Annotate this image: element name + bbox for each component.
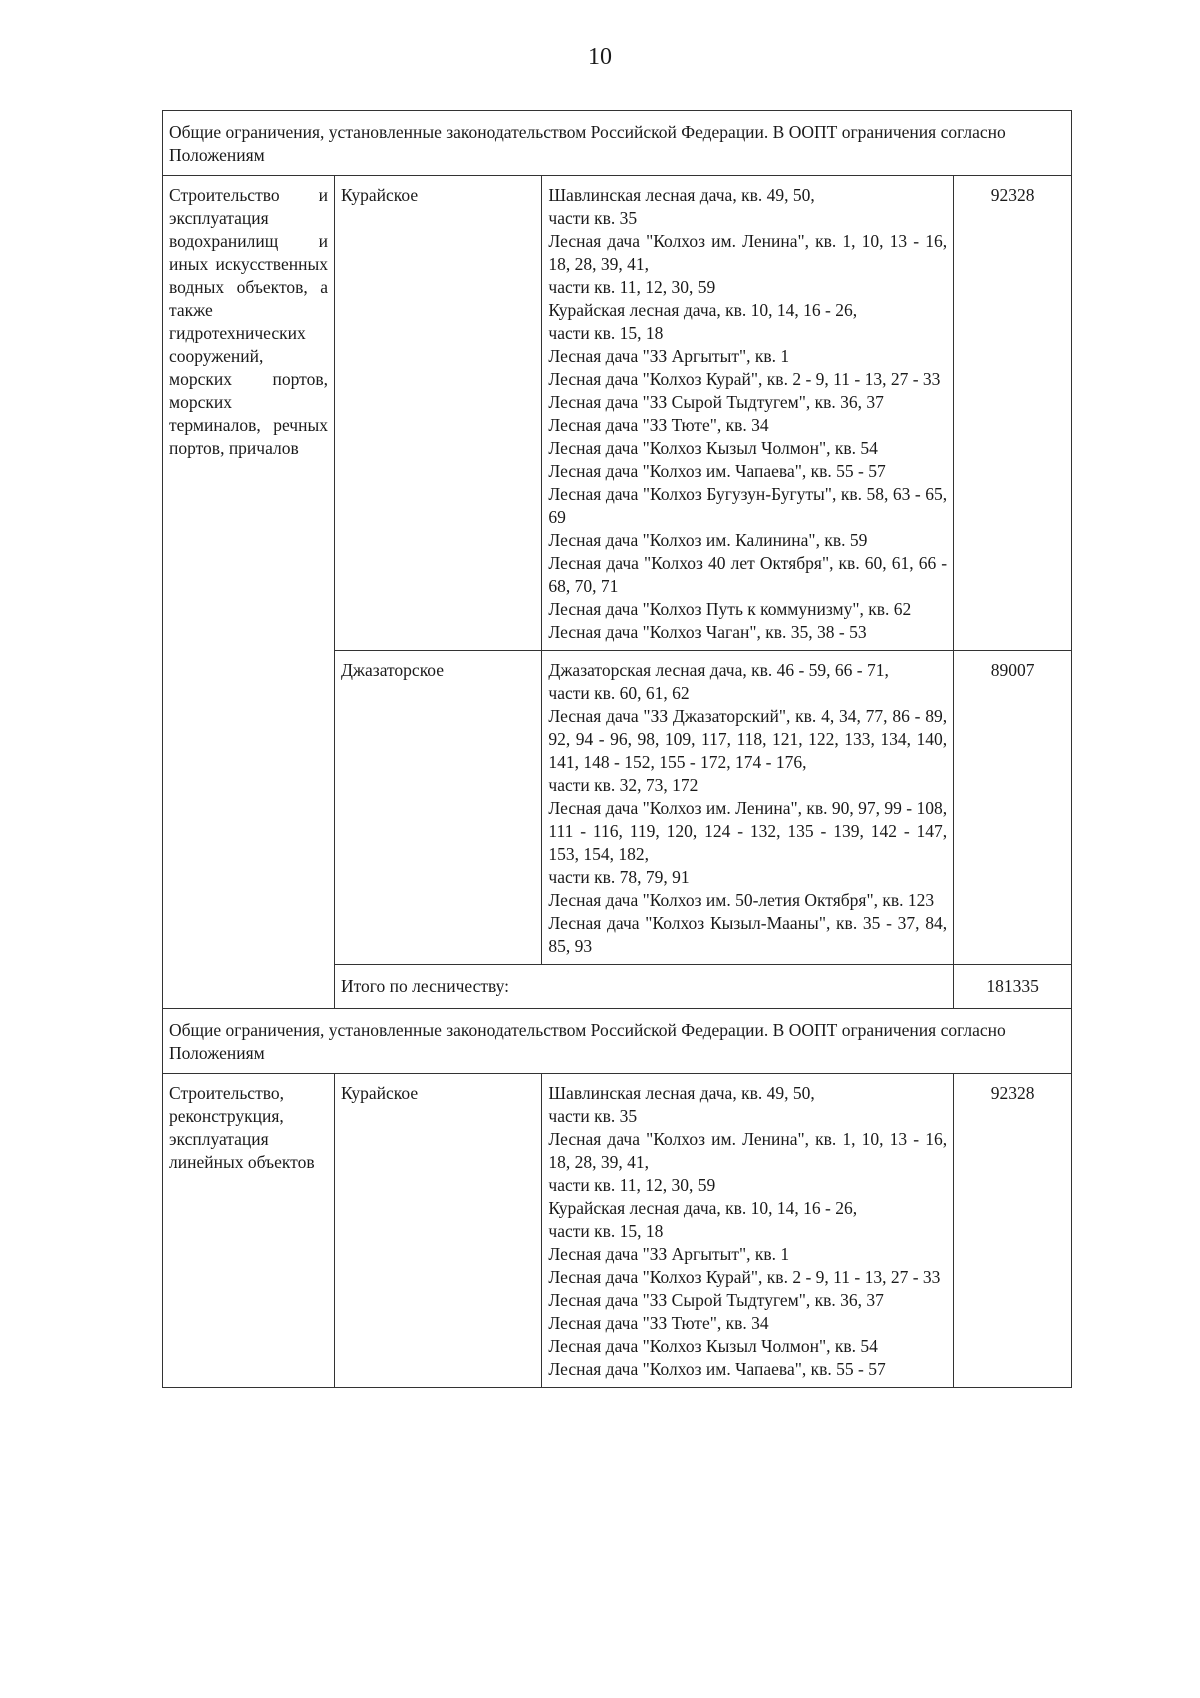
plot-line: Курайская лесная дача, кв. 10, 14, 16 - 26,: [548, 300, 858, 320]
forestry-name: Курайское: [334, 176, 541, 651]
section-note-row: [163, 1009, 1072, 1074]
restrictions-table-wrapper: [162, 110, 1072, 1388]
section-note: Общие ограничения, установленные законодательством Российской Федерации. В ООПТ ограничения согласно Положениям: [163, 111, 1072, 176]
area-value: 92328: [954, 1074, 1072, 1388]
plot-line: Лесная дача "Колхоз 40 лет Октября", кв. 60, 61, 66 - 68, 70, 71: [548, 553, 948, 596]
forestry-name: Курайское: [334, 1074, 541, 1388]
plot-line: Лесная дача "Колхоз Курай", кв. 2 - 9, 11 - 13, 27 - 33: [548, 369, 941, 389]
plot-line: Лесная дача "ЗЗ Тюте", кв. 34: [548, 415, 769, 435]
plot-line: Лесная дача "Колхоз им. 50-летия Октября", кв. 123: [548, 890, 935, 910]
table-row: [163, 176, 1072, 651]
plot-line: Джазаторская лесная дача, кв. 46 - 59, 66 - 71,: [548, 660, 889, 680]
section-note-row: [163, 111, 1072, 176]
plot-line: Шавлинская лесная дача, кв. 49, 50,: [548, 1083, 815, 1103]
area-value: 89007: [954, 651, 1072, 965]
forestry-name: Джазаторское: [334, 651, 541, 965]
plot-line: Лесная дача "ЗЗ Аргытыт", кв. 1: [548, 346, 790, 366]
plot-line: Лесная дача "ЗЗ Сырой Тыдтугем", кв. 36, 37: [548, 392, 884, 412]
restrictions-table: [162, 110, 1072, 1388]
plot-line: части кв. 32, 73, 172: [548, 775, 699, 795]
forest-plots: [542, 651, 954, 965]
plot-line: Лесная дача "Колхоз Кызыл Чолмон", кв. 54: [548, 438, 878, 458]
table-row: [163, 1074, 1072, 1388]
plot-line: Лесная дача "Колхоз им. Ленина", кв. 90, 97, 99 - 108, 111 - 116, 119, 120, 124 - 132, 135 - 139, 142 - 147, 153, 154, 182,: [548, 798, 948, 864]
plot-line: части кв. 11, 12, 30, 59: [548, 277, 716, 297]
plot-line: Курайская лесная дача, кв. 10, 14, 16 - 26,: [548, 1198, 858, 1218]
plot-line: Лесная дача "Колхоз Бугузун-Бугуты", кв. 58, 63 - 65, 69: [548, 484, 948, 527]
section-note: Общие ограничения, установленные законодательством Российской Федерации. В ООПТ ограничения согласно Положениям: [163, 1009, 1072, 1074]
plot-line: Лесная дача "ЗЗ Сырой Тыдтугем", кв. 36, 37: [548, 1290, 884, 1310]
plot-line: Лесная дача "Колхоз им. Ленина", кв. 1, 10, 13 - 16, 18, 28, 39, 41,: [548, 231, 948, 274]
plot-line: Лесная дача "Колхоз им. Чапаева", кв. 55 - 57: [548, 461, 886, 481]
plot-line: Лесная дача "Колхоз им. Чапаева", кв. 55 - 57: [548, 1359, 886, 1379]
plot-line: части кв. 35: [548, 1106, 638, 1126]
plot-line: Лесная дача "ЗЗ Джазаторский", кв. 4, 34, 77, 86 - 89, 92, 94 - 96, 98, 109, 117, 118, 121, 122, 133, 134, 140, 141, 148 - 152, 155 - 172, 174 - 176,: [548, 706, 948, 772]
plot-line: части кв. 60, 61, 62: [548, 683, 690, 703]
plot-line: Лесная дача "ЗЗ Тюте", кв. 34: [548, 1313, 769, 1333]
plot-line: Лесная дача "Колхоз Кызыл Чолмон", кв. 54: [548, 1336, 878, 1356]
forest-plots: [542, 176, 954, 651]
plot-line: Лесная дача "ЗЗ Аргытыт", кв. 1: [548, 1244, 790, 1264]
page-number: 10: [588, 44, 612, 70]
plot-line: части кв. 11, 12, 30, 59: [548, 1175, 716, 1195]
total-value: 181335: [954, 965, 1072, 1009]
area-value: 92328: [954, 176, 1072, 651]
plot-line: части кв. 78, 79, 91: [548, 867, 690, 887]
plot-line: Лесная дача "Колхоз им. Ленина", кв. 1, 10, 13 - 16, 18, 28, 39, 41,: [548, 1129, 948, 1172]
forest-plots: [542, 1074, 954, 1388]
plot-line: Лесная дача "Колхоз Путь к коммунизму", кв. 62: [548, 599, 912, 619]
plot-line: части кв. 15, 18: [548, 1221, 664, 1241]
activity-type: Строительство и эксплуатация водохранилищ и иных искусственных водных объектов, а также гидротехнических сооружений, морских портов, морских терминалов, речных портов, причалов: [163, 176, 335, 1009]
total-label: Итого по лесничеству:: [334, 965, 953, 1009]
plot-line: Лесная дача "Колхоз Кызыл-Мааны", кв. 35 - 37, 84, 85, 93: [548, 913, 948, 956]
plot-line: Лесная дача "Колхоз Курай", кв. 2 - 9, 11 - 13, 27 - 33: [548, 1267, 941, 1287]
plot-line: Шавлинская лесная дача, кв. 49, 50,: [548, 185, 815, 205]
plot-line: Лесная дача "Колхоз им. Калинина", кв. 59: [548, 530, 868, 550]
activity-type: Строительство, реконструкция, эксплуатация линейных объектов: [163, 1074, 335, 1388]
plot-line: части кв. 35: [548, 208, 638, 228]
plot-line: части кв. 15, 18: [548, 323, 664, 343]
plot-line: Лесная дача "Колхоз Чаган", кв. 35, 38 - 53: [548, 622, 867, 642]
